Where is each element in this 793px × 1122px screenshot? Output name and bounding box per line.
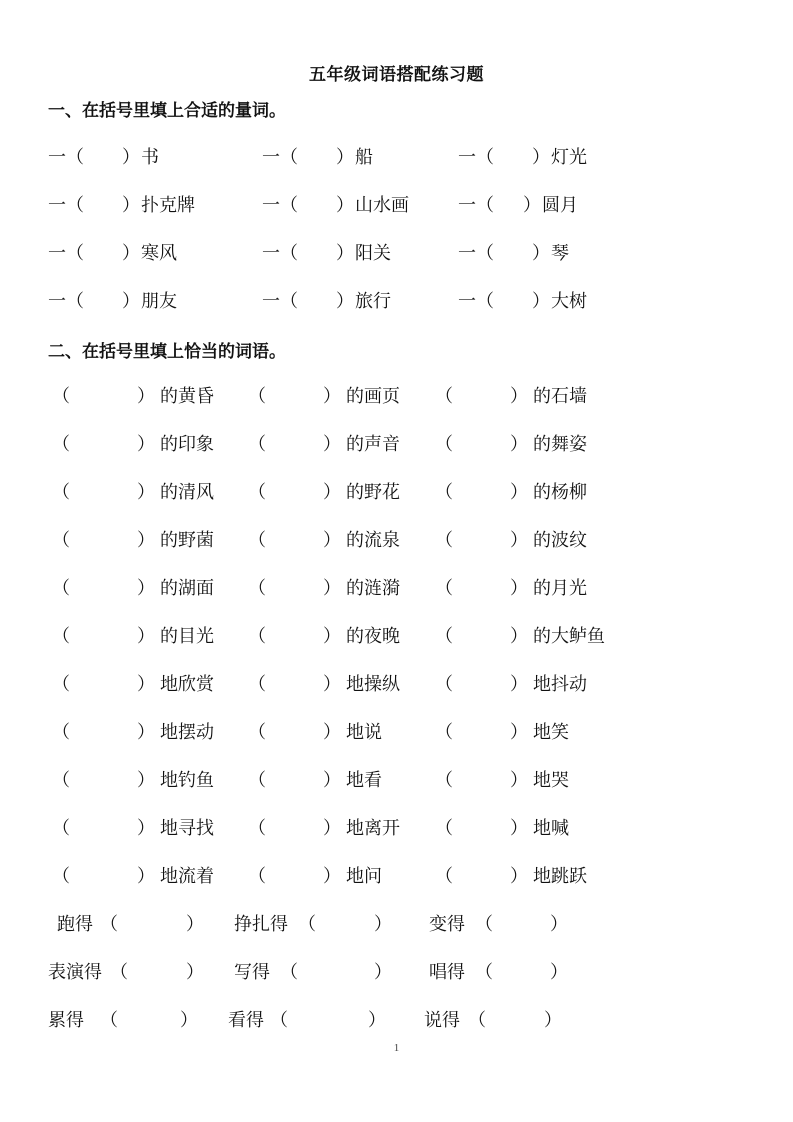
blank-field[interactable] xyxy=(72,718,137,740)
page-title: 五年级词语搭配练习题 xyxy=(309,65,484,85)
blank-field[interactable] xyxy=(268,814,323,836)
target-word: 旅行 xyxy=(355,291,391,312)
close-bracket: ） xyxy=(374,914,392,935)
open-bracket: （ xyxy=(435,674,453,695)
measure-word-row xyxy=(0,287,793,311)
open-bracket: （ xyxy=(52,482,70,503)
close-bracket: ） xyxy=(510,434,528,455)
close-bracket: ） xyxy=(323,866,341,887)
close-bracket: ） xyxy=(336,243,354,264)
close-bracket: ） xyxy=(323,578,341,599)
open-bracket: （ xyxy=(468,1010,486,1031)
open-bracket: （ xyxy=(435,626,453,647)
blank-field[interactable] xyxy=(72,574,137,596)
target-word: 的湖面 xyxy=(160,578,214,599)
target-word: 地离开 xyxy=(346,818,400,839)
close-bracket: ） xyxy=(323,722,341,743)
target-word: 的涟漪 xyxy=(346,578,400,599)
measure-word-row xyxy=(0,191,793,215)
open-bracket: （ xyxy=(248,866,266,887)
target-word: 扑克牌 xyxy=(141,195,195,216)
close-bracket: ） xyxy=(122,195,140,216)
blank-field[interactable] xyxy=(455,382,510,404)
blank-field[interactable] xyxy=(268,718,323,740)
open-bracket: （ xyxy=(435,866,453,887)
open-bracket: （ xyxy=(270,1010,288,1031)
target-word: 地抖动 xyxy=(533,674,587,695)
phrase-row xyxy=(0,526,793,550)
open-bracket: （ xyxy=(435,386,453,407)
close-bracket: ） xyxy=(510,386,528,407)
target-word: 船 xyxy=(355,147,373,168)
blank-field[interactable] xyxy=(455,670,510,692)
target-word: 大树 xyxy=(551,291,587,312)
target-word: 的黄昏 xyxy=(160,386,214,407)
prefix-open-bracket: 一（ xyxy=(262,195,298,216)
close-bracket: ） xyxy=(323,386,341,407)
blank-field[interactable] xyxy=(300,143,334,165)
blank-field[interactable] xyxy=(495,958,550,980)
phrase-row xyxy=(0,958,793,982)
target-word: 的波纹 xyxy=(533,530,587,551)
blank-field[interactable] xyxy=(455,862,510,884)
blank-field[interactable] xyxy=(72,766,137,788)
blank-field[interactable] xyxy=(72,382,137,404)
close-bracket: ） xyxy=(510,482,528,503)
close-bracket: ） xyxy=(122,291,140,312)
prefix-open-bracket: 一（ xyxy=(262,243,298,264)
measure-word-row xyxy=(0,143,793,167)
close-bracket: ） xyxy=(532,243,550,264)
target-word: 表演得 xyxy=(48,962,102,983)
target-word: 朋友 xyxy=(141,291,177,312)
target-word: 的舞姿 xyxy=(533,434,587,455)
open-bracket: （ xyxy=(100,1010,118,1031)
blank-field[interactable] xyxy=(455,766,510,788)
prefix-open-bracket: 一（ xyxy=(48,195,84,216)
open-bracket: （ xyxy=(248,770,266,791)
close-bracket: ） xyxy=(510,530,528,551)
open-bracket: （ xyxy=(475,962,493,983)
open-bracket: （ xyxy=(248,434,266,455)
close-bracket: ） xyxy=(137,770,155,791)
close-bracket: ） xyxy=(137,626,155,647)
blank-field[interactable] xyxy=(300,239,334,261)
blank-field[interactable] xyxy=(86,143,120,165)
target-word: 寒风 xyxy=(141,243,177,264)
blank-field[interactable] xyxy=(72,526,137,548)
open-bracket: （ xyxy=(435,770,453,791)
open-bracket: （ xyxy=(435,722,453,743)
target-word: 的流泉 xyxy=(346,530,400,551)
target-word: 琴 xyxy=(551,243,569,264)
open-bracket: （ xyxy=(435,578,453,599)
target-word: 地欣赏 xyxy=(160,674,214,695)
close-bracket: ） xyxy=(137,866,155,887)
close-bracket: ） xyxy=(137,722,155,743)
page-number: 1 xyxy=(393,1042,400,1054)
open-bracket: （ xyxy=(52,866,70,887)
target-word: 书 xyxy=(141,147,159,168)
open-bracket: （ xyxy=(52,386,70,407)
blank-field[interactable] xyxy=(86,287,120,309)
target-word: 地摆动 xyxy=(160,722,214,743)
close-bracket: ） xyxy=(532,147,550,168)
blank-field[interactable] xyxy=(495,910,550,932)
blank-field[interactable] xyxy=(318,910,374,932)
blank-field[interactable] xyxy=(72,430,137,452)
prefix-open-bracket: 一（ xyxy=(48,147,84,168)
blank-field[interactable] xyxy=(86,191,120,213)
blank-field[interactable] xyxy=(300,191,334,213)
prefix-open-bracket: 一（ xyxy=(458,291,494,312)
blank-field[interactable] xyxy=(120,1006,180,1028)
blank-field[interactable] xyxy=(268,526,323,548)
blank-field[interactable] xyxy=(130,958,186,980)
blank-field[interactable] xyxy=(268,382,323,404)
target-word: 地笑 xyxy=(533,722,569,743)
open-bracket: （ xyxy=(52,818,70,839)
close-bracket: ） xyxy=(323,674,341,695)
close-bracket: ） xyxy=(323,818,341,839)
target-word: 写得 xyxy=(234,962,270,983)
open-bracket: （ xyxy=(52,434,70,455)
open-bracket: （ xyxy=(248,386,266,407)
blank-field[interactable] xyxy=(300,287,334,309)
phrase-row xyxy=(0,766,793,790)
open-bracket: （ xyxy=(110,962,128,983)
blank-field[interactable] xyxy=(268,862,323,884)
blank-field[interactable] xyxy=(268,670,323,692)
blank-field[interactable] xyxy=(86,239,120,261)
target-word: 的夜晚 xyxy=(346,626,400,647)
blank-field[interactable] xyxy=(455,622,510,644)
blank-field[interactable] xyxy=(455,814,510,836)
target-word: 地说 xyxy=(346,722,382,743)
target-word: 地问 xyxy=(346,866,382,887)
close-bracket: ） xyxy=(336,291,354,312)
prefix-open-bracket: 一（ xyxy=(458,195,494,216)
target-word: 地跳跃 xyxy=(533,866,587,887)
open-bracket: （ xyxy=(248,722,266,743)
target-word: 的声音 xyxy=(346,434,400,455)
open-bracket: （ xyxy=(52,770,70,791)
blank-field[interactable] xyxy=(72,478,137,500)
measure-word-row xyxy=(0,239,793,263)
blank-field[interactable] xyxy=(268,622,323,644)
target-word: 地喊 xyxy=(533,818,569,839)
section-2-heading: 二、在括号里填上恰当的词语。 xyxy=(48,342,286,362)
open-bracket: （ xyxy=(475,914,493,935)
close-bracket: ） xyxy=(336,195,354,216)
blank-field[interactable] xyxy=(300,958,374,980)
target-word: 地钓鱼 xyxy=(160,770,214,791)
close-bracket: ） xyxy=(323,530,341,551)
open-bracket: （ xyxy=(248,578,266,599)
close-bracket: ） xyxy=(323,770,341,791)
close-bracket: ） xyxy=(137,578,155,599)
open-bracket: （ xyxy=(52,530,70,551)
phrase-row xyxy=(0,1006,793,1030)
target-word: 的目光 xyxy=(160,626,214,647)
close-bracket: ） xyxy=(122,147,140,168)
prefix-open-bracket: 一（ xyxy=(458,243,494,264)
phrase-row xyxy=(0,910,793,934)
open-bracket: （ xyxy=(248,818,266,839)
close-bracket: ） xyxy=(137,434,155,455)
blank-field[interactable] xyxy=(72,814,137,836)
close-bracket: ） xyxy=(510,866,528,887)
phrase-row xyxy=(0,718,793,742)
phrase-row xyxy=(0,814,793,838)
target-word: 地操纵 xyxy=(346,674,400,695)
open-bracket: （ xyxy=(100,914,118,935)
open-bracket: （ xyxy=(435,530,453,551)
blank-field[interactable] xyxy=(496,287,530,309)
target-word: 唱得 xyxy=(429,962,465,983)
open-bracket: （ xyxy=(248,482,266,503)
target-word: 圆月 xyxy=(542,195,578,216)
blank-field[interactable] xyxy=(268,478,323,500)
blank-field[interactable] xyxy=(72,862,137,884)
target-word: 的野花 xyxy=(346,482,400,503)
close-bracket: ） xyxy=(186,914,204,935)
phrase-row xyxy=(0,670,793,694)
blank-field[interactable] xyxy=(268,574,323,596)
blank-field[interactable] xyxy=(455,478,510,500)
blank-field[interactable] xyxy=(268,430,323,452)
close-bracket: ） xyxy=(323,626,341,647)
blank-field[interactable] xyxy=(72,670,137,692)
blank-field[interactable] xyxy=(455,574,510,596)
close-bracket: ） xyxy=(510,578,528,599)
prefix-open-bracket: 一（ xyxy=(262,147,298,168)
open-bracket: （ xyxy=(248,674,266,695)
open-bracket: （ xyxy=(248,530,266,551)
close-bracket: ） xyxy=(532,291,550,312)
prefix-open-bracket: 一（ xyxy=(458,147,494,168)
close-bracket: ） xyxy=(550,962,568,983)
prefix-open-bracket: 一（ xyxy=(48,291,84,312)
blank-field[interactable] xyxy=(488,1006,544,1028)
close-bracket: ） xyxy=(510,770,528,791)
phrase-row xyxy=(0,478,793,502)
close-bracket: ） xyxy=(137,674,155,695)
phrase-row xyxy=(0,862,793,886)
close-bracket: ） xyxy=(550,914,568,935)
blank-field[interactable] xyxy=(496,143,530,165)
target-word: 变得 xyxy=(429,914,465,935)
close-bracket: ） xyxy=(180,1010,198,1031)
blank-field[interactable] xyxy=(455,718,510,740)
target-word: 灯光 xyxy=(551,147,587,168)
phrase-row xyxy=(0,574,793,598)
target-word: 山水画 xyxy=(355,195,409,216)
prefix-open-bracket: 一（ xyxy=(48,243,84,264)
target-word: 的大鲈鱼 xyxy=(533,626,605,647)
close-bracket: ） xyxy=(510,818,528,839)
blank-field[interactable] xyxy=(496,191,521,213)
blank-field[interactable] xyxy=(455,430,510,452)
blank-field[interactable] xyxy=(72,622,137,644)
target-word: 地哭 xyxy=(533,770,569,791)
close-bracket: ） xyxy=(137,818,155,839)
blank-field[interactable] xyxy=(496,239,530,261)
phrase-row xyxy=(0,622,793,646)
target-word: 地看 xyxy=(346,770,382,791)
close-bracket: ） xyxy=(510,674,528,695)
open-bracket: （ xyxy=(435,434,453,455)
prefix-open-bracket: 一（ xyxy=(262,291,298,312)
target-word: 的月光 xyxy=(533,578,587,599)
close-bracket: ） xyxy=(510,722,528,743)
blank-field[interactable] xyxy=(455,526,510,548)
close-bracket: ） xyxy=(368,1010,386,1031)
close-bracket: ） xyxy=(336,147,354,168)
open-bracket: （ xyxy=(435,818,453,839)
open-bracket: （ xyxy=(435,482,453,503)
target-word: 跑得 xyxy=(57,914,93,935)
close-bracket: ） xyxy=(323,482,341,503)
open-bracket: （ xyxy=(298,914,316,935)
target-word: 说得 xyxy=(424,1010,460,1031)
phrase-row xyxy=(0,430,793,454)
close-bracket: ） xyxy=(137,530,155,551)
target-word: 地流着 xyxy=(160,866,214,887)
section-1-heading: 一、在括号里填上合适的量词。 xyxy=(48,101,286,121)
blank-field[interactable] xyxy=(268,766,323,788)
target-word: 的清风 xyxy=(160,482,214,503)
blank-field[interactable] xyxy=(290,1006,368,1028)
close-bracket: ） xyxy=(323,434,341,455)
open-bracket: （ xyxy=(52,722,70,743)
close-bracket: ） xyxy=(544,1010,562,1031)
close-bracket: ） xyxy=(523,195,541,216)
target-word: 累得 xyxy=(48,1010,84,1031)
open-bracket: （ xyxy=(52,674,70,695)
target-word: 阳关 xyxy=(355,243,391,264)
close-bracket: ） xyxy=(137,386,155,407)
close-bracket: ） xyxy=(137,482,155,503)
target-word: 的杨柳 xyxy=(533,482,587,503)
target-word: 的画页 xyxy=(346,386,400,407)
open-bracket: （ xyxy=(52,626,70,647)
phrase-row xyxy=(0,382,793,406)
open-bracket: （ xyxy=(52,578,70,599)
target-word: 看得 xyxy=(228,1010,264,1031)
close-bracket: ） xyxy=(122,243,140,264)
target-word: 挣扎得 xyxy=(234,914,288,935)
open-bracket: （ xyxy=(280,962,298,983)
open-bracket: （ xyxy=(248,626,266,647)
blank-field[interactable] xyxy=(120,910,186,932)
target-word: 的野菌 xyxy=(160,530,214,551)
target-word: 的石墙 xyxy=(533,386,587,407)
close-bracket: ） xyxy=(186,962,204,983)
close-bracket: ） xyxy=(510,626,528,647)
target-word: 地寻找 xyxy=(160,818,214,839)
close-bracket: ） xyxy=(374,962,392,983)
target-word: 的印象 xyxy=(160,434,214,455)
